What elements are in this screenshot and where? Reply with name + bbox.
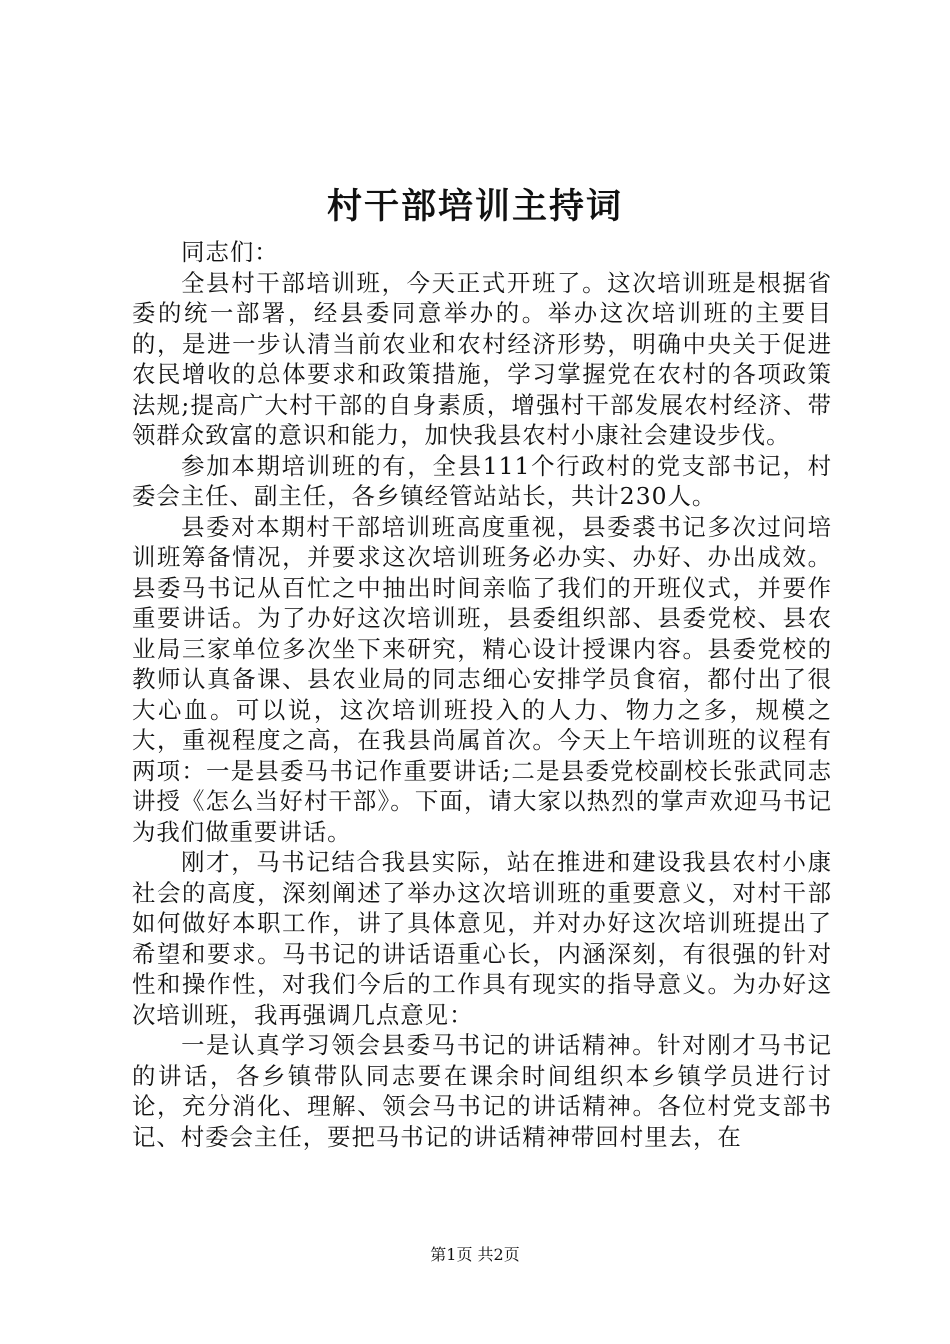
paragraph: 县委对本期村干部培训班高度重视，县委裘书记多次过问培训班筹备情况，并要求这次培训班务必办实、办好、办出成效。县委马书记从百忙之中抽出时间亲临了我们的开班仪式，并要作重要讲话。为了办好这次培训班，县委组织部、县委党校、县农业局三家单位多次坐下来研究，精心设计授课内容。县委党校的教师认真备课、县农业局的同志细心安排学员食宿，都付出了很大心血。可以说，这次培训班投入的人力、物力之多，规模之大，重视程度之高，在我县尚属首次。今天上午培训班的议程有两项：一是县委马书记作重要讲话;二是县委党校副校长张武同志讲授《怎么当好村干部》。下面，请大家以热烈的掌声欢迎马书记为我们做重要讲话。 [132,512,832,846]
paragraph: 刚才，马书记结合我县实际，站在推进和建设我县农村小康社会的高度，深刻阐述了举办这次培训班的重要意义，对村干部如何做好本职工作，讲了具体意见，并对办好这次培训班提出了希望和要求。马书记的讲话语重心长，内涵深刻，有很强的针对性和操作性，对我们今后的工作具有现实的指导意义。为办好这次培训班，我再强调几点意见： [132,848,832,1029]
paragraph-salutation: 同志们： [181,238,279,266]
document-body [132,237,832,1152]
paragraph: 参加本期培训班的有，全县111个行政村的党支部书记，村委会主任、副主任，各乡镇经管站站长，共计230人。 [132,451,832,510]
paragraph: 一是认真学习领会县委马书记的讲话精神。针对刚才马书记的讲话，各乡镇带队同志要在课余时间组织本乡镇学员进行讨论，充分消化、理解、领会马书记的讲话精神。各位村党支部书记、村委会主任，要把马书记的讲话精神带回村里去，在 [132,1031,832,1151]
page-number-footer: 第1页 共2页 [430,1245,520,1264]
paragraph: 全县村干部培训班，今天正式开班了。这次培训班是根据省委的统一部署，经县委同意举办的。举办这次培训班的主要目的，是进一步认清当前农业和农村经济形势，明确中央关于促进农民增收的总体要求和政策措施，学习掌握党在农村的各项政策法规;提高广大村干部的自身素质，增强村干部发展农村经济、带领群众致富的意识和能力，加快我县农村小康社会建设步伐。 [132,268,832,449]
document-title: 村干部培训主持词 [326,186,623,227]
